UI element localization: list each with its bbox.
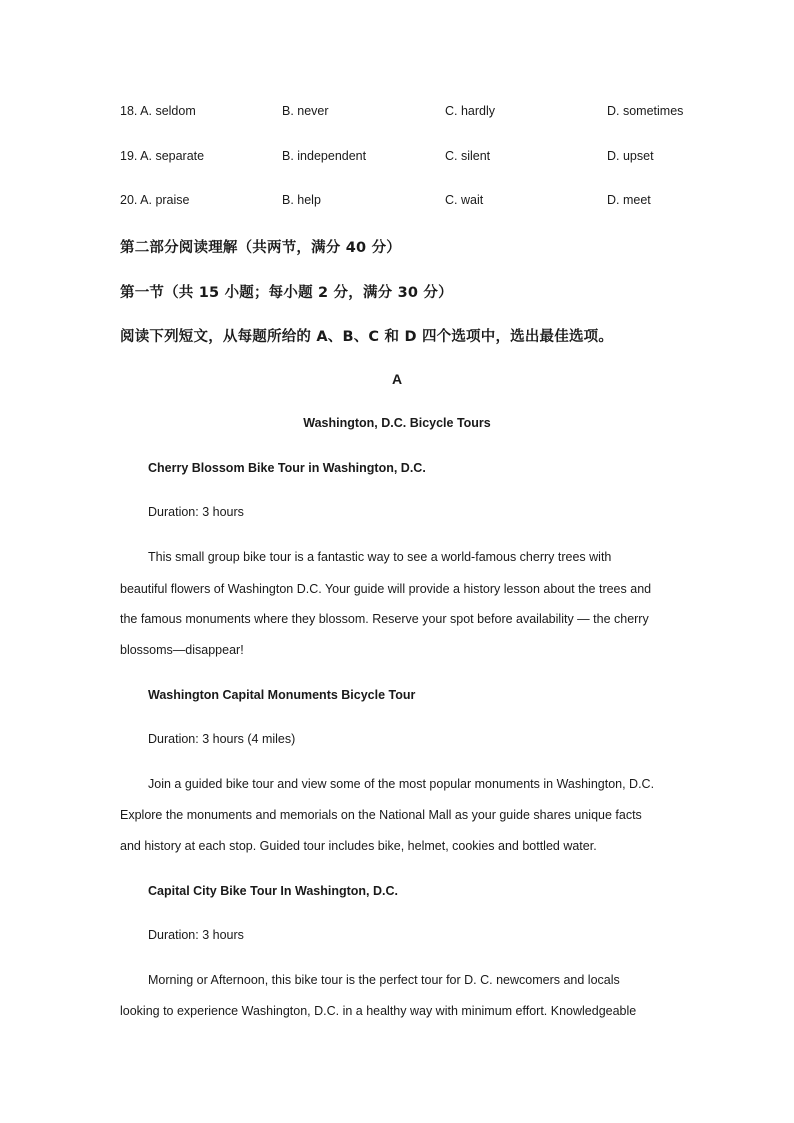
option-b: B. help: [282, 193, 321, 207]
tour-text-line: Join a guided bike tour and view some of the most popular monuments in Washington, D.C.: [148, 777, 655, 791]
option-d: D. meet: [607, 193, 651, 207]
option-a: 20. A. praise: [120, 193, 190, 207]
tour-duration: Duration: 3 hours: [148, 928, 244, 942]
option-d: D. sometimes: [607, 104, 684, 118]
option-c: C. wait: [445, 193, 484, 207]
passage-title: Washington, D.C. Bicycle Tours: [303, 416, 491, 430]
option-b: B. never: [282, 104, 329, 118]
tour-text-line: and history at each stop. Guided tour includes bike, helmet, cookies and bottled water.: [120, 839, 597, 853]
option-d: D. upset: [607, 149, 654, 163]
tour-text-line: This small group bike tour is a fantastic way to see a world-famous cherry trees with: [148, 550, 612, 564]
tour-text-line: Explore the monuments and memorials on the National Mall as your guide shares unique facts: [120, 808, 642, 822]
tour-title: Cherry Blossom Bike Tour in Washington, D.C.: [148, 461, 426, 475]
tour-text-line: the famous monuments where they blossom. Reserve your spot before availability — the cherry: [120, 612, 649, 626]
tour-text-line: Morning or Afternoon, this bike tour is the perfect tour for D. C. newcomers and locals: [148, 973, 620, 987]
part-title: 第二部分阅读理解（共两节，满分 40 分）: [120, 240, 401, 256]
option-b: B. independent: [282, 149, 367, 163]
option-a: 19. A. separate: [120, 149, 205, 163]
section-subtitle: 第一节（共 15 小题；每小题 2 分，满分 30 分）: [120, 285, 453, 301]
tour-text-line: looking to experience Washington, D.C. in a healthy way with minimum effort. Knowledgeable: [120, 1004, 637, 1018]
tour-title: Capital City Bike Tour In Washington, D.C.: [148, 884, 399, 898]
option-a: 18. A. seldom: [120, 104, 196, 118]
option-c: C. hardly: [445, 104, 496, 118]
instruction: 阅读下列短文，从每题所给的 A、B、C 和 D 四个选项中，选出最佳选项。: [120, 329, 614, 345]
tour-text-line: blossoms—disappear!: [120, 643, 244, 657]
tour-title: Washington Capital Monuments Bicycle Tour: [148, 688, 416, 702]
tour-duration: Duration: 3 hours: [148, 505, 244, 519]
option-c: C. silent: [445, 149, 491, 163]
tour-duration: Duration: 3 hours (4 miles): [148, 732, 296, 746]
tour-text-line: beautiful flowers of Washington D.C. Your guide will provide a history lesson about the trees and: [120, 582, 652, 596]
passage-label: A: [391, 371, 403, 387]
